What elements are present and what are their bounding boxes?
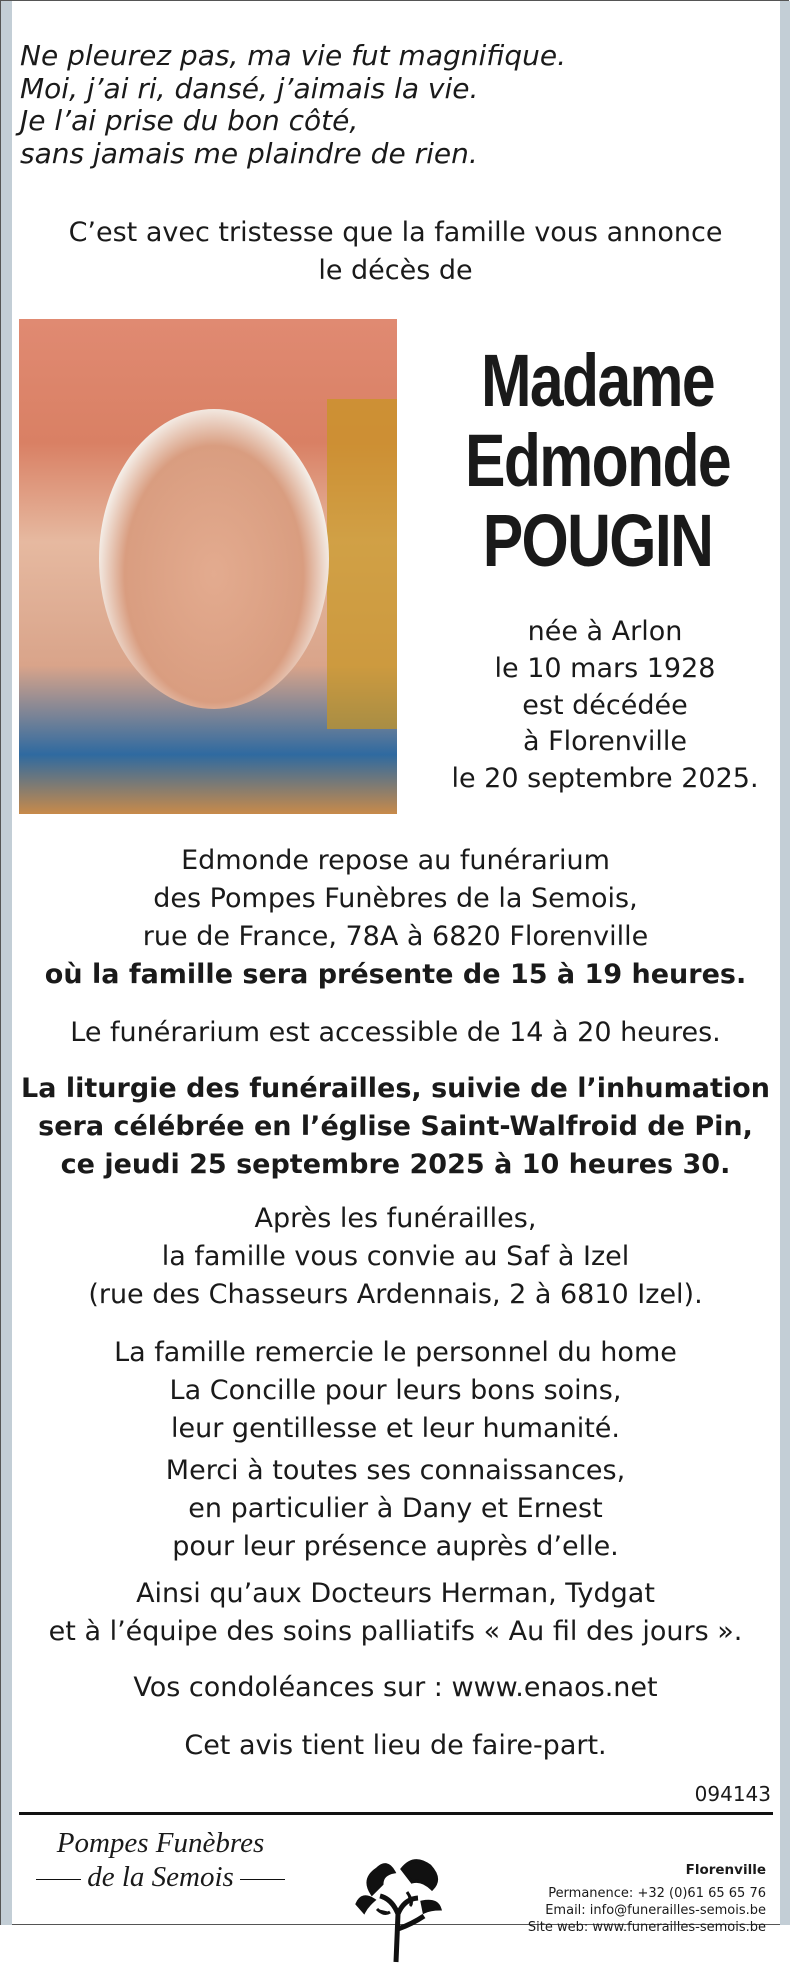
access-hours: Le funérarium est accessible de 14 à 20 heures.	[70, 1017, 721, 1048]
intro: C’est avec tristesse que la famille vous annonce le décès de	[68, 217, 723, 286]
notice-statement: Cet avis tient lieu de faire-part.	[184, 1730, 607, 1761]
reference-number: 094143	[694, 1782, 771, 1806]
birth-death-info: née à Arlon le 10 mars 1928 est décédée à Florenville le 20 septembre 2025.	[451, 616, 759, 795]
right-border	[780, 1, 790, 1925]
left-border	[1, 1, 12, 1925]
poem: Ne pleurez pas, ma vie fut magnifique. Moi, j’ai ri, dansé, j’aimais la vie. Je l’ai prise du bon côté, sans jamais me plaindre de rien.	[20, 39, 567, 170]
portrait-photo	[19, 319, 397, 814]
tree-icon	[352, 1854, 444, 1964]
reception-info: Après les funérailles, la famille vous convie au Saf à Izel (rue des Chasseurs Ardennais, 2 à 6810 Izel).	[88, 1203, 703, 1310]
liturgy-info: La liturgie des funérailles, suivie de l’inhumation sera célébrée en l’église Saint-Walfroid de Pin, ce jeudi 25 septembre 2025 à 10 heures 30.	[21, 1073, 770, 1180]
thanks-friends: Merci à toutes ses connaissances, en particulier à Dany et Ernest pour leur présence auprès d’elle.	[165, 1455, 626, 1562]
footer-divider	[19, 1812, 773, 1815]
funeral-home-logo: Pompes Funèbres de la Semois	[28, 1826, 293, 1894]
thanks-home: La famille remercie le personnel du home La Concille pour leurs bons soins, leur gentillesse et leur humanité.	[114, 1337, 677, 1444]
condolences-link: Vos condoléances sur : www.enaos.net	[133, 1672, 658, 1703]
funeral-home-contact: Florenville Permanence: +32 (0)61 65 65 76 Email: info@funerailles-semois.be Site web: www.funerailles-semois.be	[527, 1862, 766, 1935]
repose-info: Edmonde repose au funérarium des Pompes Funèbres de la Semois, rue de France, 78A à 6820 Florenville où la famille sera présente de 15 à 19 heures.	[44, 845, 747, 990]
thanks-doctors: Ainsi qu’aux Docteurs Herman, Tydgat et à l’équipe des soins palliatifs « Au fil des jours ».	[48, 1578, 743, 1647]
deceased-name: Madame Edmonde POUGIN	[465, 339, 730, 582]
